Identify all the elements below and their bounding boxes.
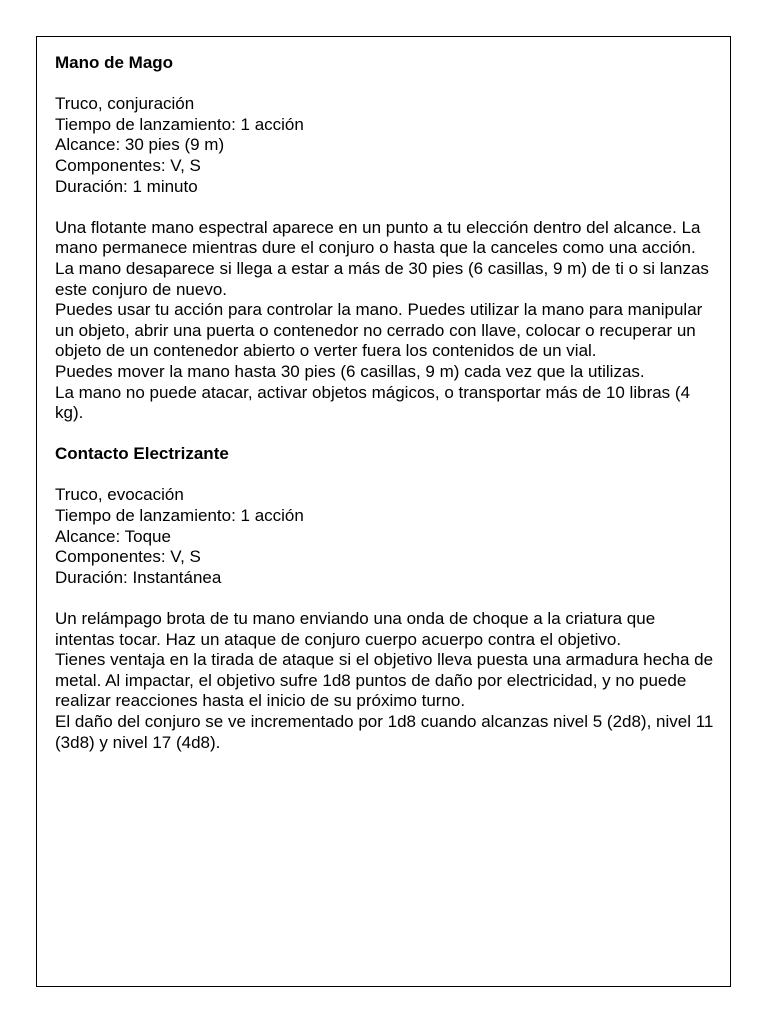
document-page <box>36 36 731 987</box>
spacer <box>55 74 719 95</box>
spell-description-paragraph: Una flotante mano espectral aparece en un punto a tu elección dentro del alcance. La mano permanece mientras dure el conjuro o hasta que la canceles como una acción. La mano desaparece si llega a estar a más de 30 pies (6 casillas, 9 m) de ti o si lanzas este conjuro de nuevo. <box>55 217 709 299</box>
document-content <box>55 53 719 753</box>
spell-range: Alcance: 30 pies (9 m) <box>55 135 225 155</box>
spell-description-paragraph: Puedes mover la mano hasta 30 pies (6 casillas, 9 m) cada vez que la utilizas. <box>55 361 645 381</box>
spell-description-paragraph: Tienes ventaja en la tirada de ataque si el objetivo lleva puesta una armadura hecha de metal. Al impactar, el objetivo sufre 1d8 puntos de daño por electricidad, y no puede realizar reacciones hasta el inicio de su próximo turno. <box>55 650 714 711</box>
spacer <box>55 424 719 445</box>
spell-description-paragraph: Un relámpago brota de tu mano enviando una onda de choque a la criatura que intentas tocar. Haz un ataque de conjuro cuerpo acuerpo contra el objetivo. <box>55 609 656 649</box>
spacer <box>55 197 719 218</box>
spell-casting-time: Tiempo de lanzamiento: 1 acción <box>55 114 304 134</box>
spell-title-contacto-electrizante: Contacto Electrizante <box>55 444 229 464</box>
spell-components: Componentes: V, S <box>55 155 201 175</box>
spell-description-paragraph: El daño del conjuro se ve incrementado por 1d8 cuando alcanzas nivel 5 (2d8), nivel 11 (3d8) y nivel 17 (4d8). <box>55 712 714 752</box>
spell-description-paragraph: Puedes usar tu acción para controlar la mano. Puedes utilizar la mano para manipular un objeto, abrir una puerta o contenedor no cerrado con llave, colocar o recuperar un objeto de un contenedor abierto o verter fuera los contenidos de un vial. <box>55 300 703 361</box>
spell-description-paragraph: La mano no puede atacar, activar objetos mágicos, o transportar más de 10 libras (4 kg). <box>55 382 691 423</box>
spell-casting-time: Tiempo de lanzamiento: 1 acción <box>55 506 304 526</box>
spell-components: Componentes: V, S <box>55 547 201 567</box>
spell-duration: Duración: Instantánea <box>55 567 222 587</box>
spell-range: Alcance: Toque <box>55 526 171 546</box>
spell-school: Truco, conjuración <box>55 94 195 114</box>
spell-title-mano-de-mago: Mano de Mago <box>55 53 174 72</box>
spacer <box>55 588 719 609</box>
spell-school: Truco, evocación <box>55 485 184 505</box>
spacer <box>55 465 719 486</box>
spell-duration: Duración: 1 minuto <box>55 176 198 196</box>
